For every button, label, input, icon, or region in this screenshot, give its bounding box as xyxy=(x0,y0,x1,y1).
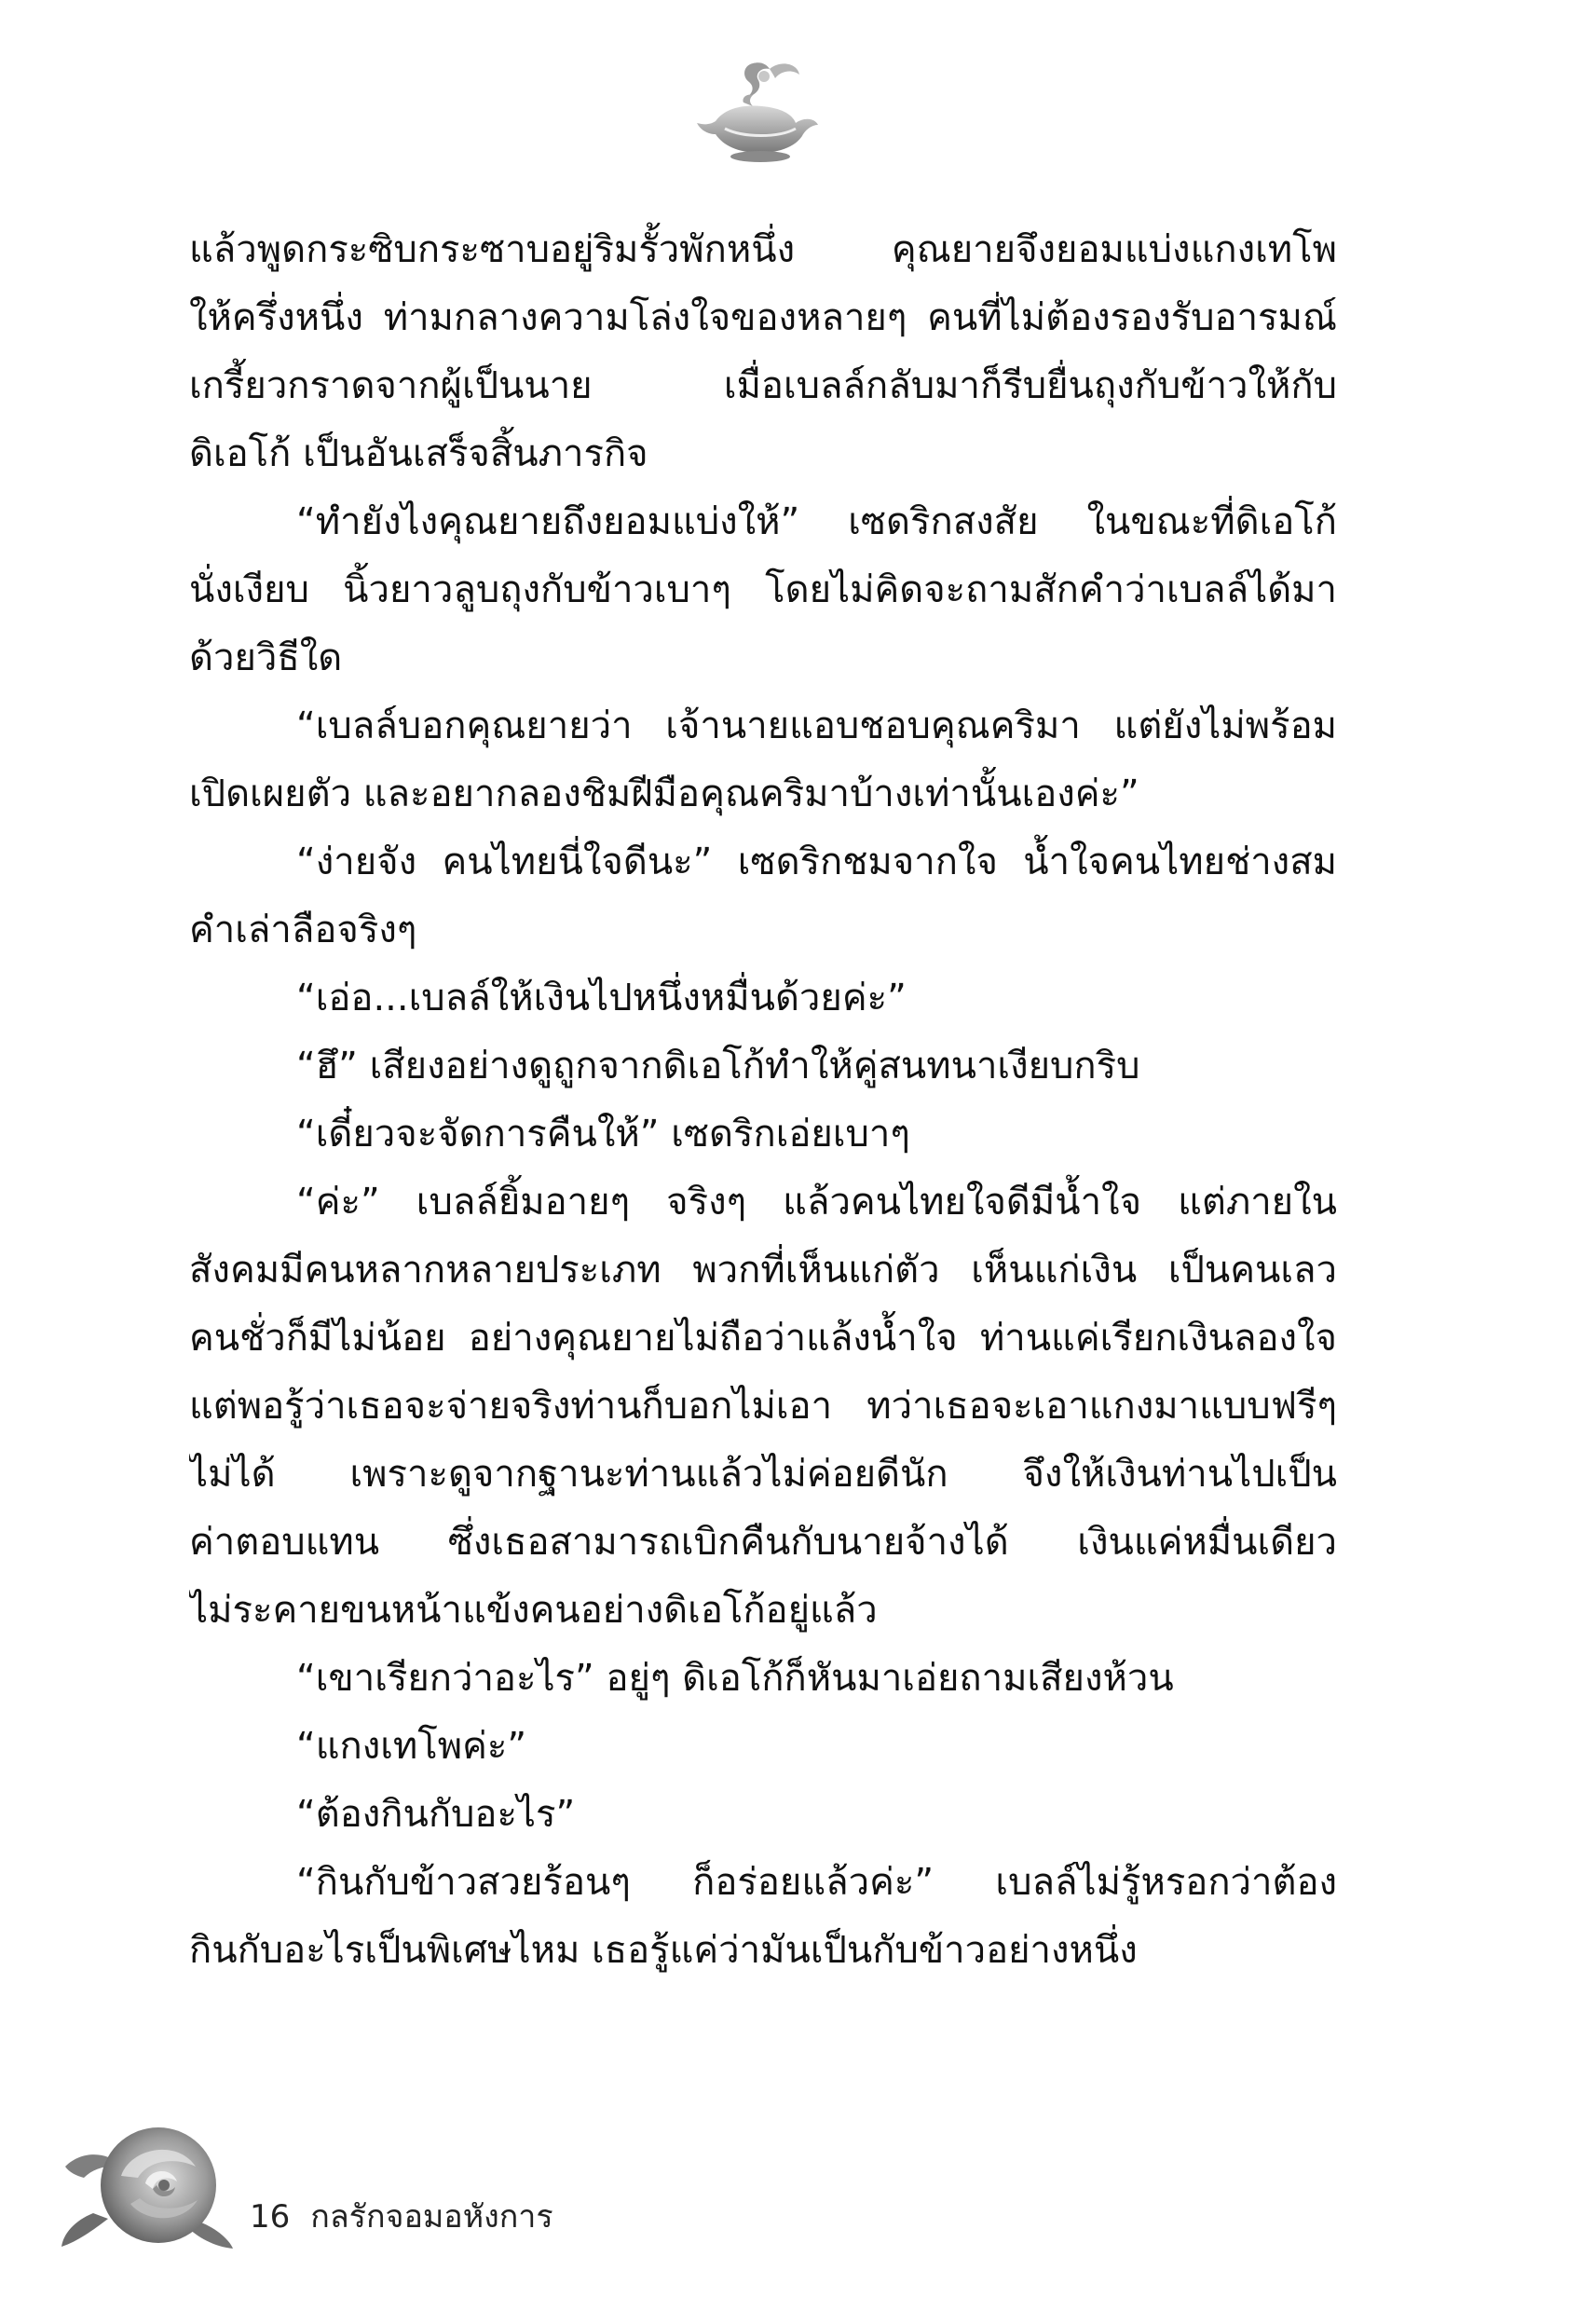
text-line: แล้วพูดกระซิบกระซาบอยู่ริมรั้วพักหนึ่ง คุณยายจึงยอมแบ่งแกงเทโพ xyxy=(189,228,1337,271)
lamp-with-genie-icon xyxy=(688,56,827,168)
text-line: ให้ครึ่งหนึ่ง ท่ามกลางความโล่งใจของหลายๆ คนที่ไม่ต้องรองรับอารมณ์ xyxy=(189,296,1337,339)
page-footer xyxy=(56,2111,708,2260)
text-line: ด้วยวิธีใด xyxy=(189,636,343,679)
text-line: สังคมมีคนหลากหลายประเภท พวกที่เห็นแก่ตัว เห็นแก่เงิน เป็นคนเลว xyxy=(189,1249,1337,1292)
text-line: คำเล่าลือจริงๆ xyxy=(189,909,417,951)
text-line: “เบลล์บอกคุณยายว่า เจ้านายแอบชอบคุณคริมา แต่ยังไม่พร้อม xyxy=(296,704,1337,747)
text-line: ไม่ได้ เพราะดูจากฐานะท่านแล้วไม่ค่อยดีนัก จึงให้เงินท่านไปเป็น xyxy=(189,1453,1337,1496)
text-line: “ค่ะ” เบลล์ยิ้มอายๆ จริงๆ แล้วคนไทยใจดีมีน้ำใจ แต่ภายใน xyxy=(296,1181,1337,1224)
text-line: “แกงเทโพค่ะ” xyxy=(296,1725,527,1768)
text-line: “เดี๋ยวจะจัดการคืนให้” เซดริกเอ่ยเบาๆ xyxy=(296,1113,910,1156)
footer-text xyxy=(250,2191,553,2241)
text-line: ค่าตอบแทน ซึ่งเธอสามารถเบิกคืนกับนายจ้างได้ เงินแค่หมื่นเดียว xyxy=(189,1521,1337,1564)
page-number: 16 xyxy=(250,2198,291,2236)
book-title: กลรักจอมอหังการ xyxy=(310,2198,553,2236)
rose-icon xyxy=(56,2111,242,2250)
text-line: ไม่ระคายขนหน้าแข้งคนอย่างดิเอโก้อยู่แล้ว xyxy=(189,1589,878,1632)
text-line: เกรี้ยวกราดจากผู้เป็นนาย เมื่อเบลล์กลับมาก็รีบยื่นถุงกับข้าวให้กับ xyxy=(189,364,1337,407)
text-line: “ฮึ” เสียงอย่างดูถูกจากดิเอโก้ทำให้คู่สนทนาเงียบกริบ xyxy=(296,1045,1140,1087)
chapter-text xyxy=(189,216,1337,1985)
text-line: “ต้องกินกับอะไร” xyxy=(296,1793,576,1836)
text-line: “เอ่อ...เบลล์ให้เงินไปหนึ่งหมื่นด้วยค่ะ” xyxy=(296,977,907,1019)
text-line: กินกับอะไรเป็นพิเศษไหม เธอรู้แค่ว่ามันเป็นกับข้าวอย่างหนึ่ง xyxy=(189,1929,1138,1972)
text-line: เปิดเผยตัว และอยากลองชิมฝีมือคุณคริมาบ้างเท่านั้นเองค่ะ” xyxy=(189,773,1139,815)
text-line: “ง่ายจัง คนไทยนี่ใจดีนะ” เซดริกชมจากใจ น้ำใจคนไทยช่างสม xyxy=(296,841,1337,883)
text-line: “เขาเรียกว่าอะไร” อยู่ๆ ดิเอโก้ก็หันมาเอ่ยถามเสียงห้วน xyxy=(296,1657,1174,1700)
text-line: นั่งเงียบ นิ้วยาวลูบถุงกับข้าวเบาๆ โดยไม่คิดจะถามสักคำว่าเบลล์ได้มา xyxy=(189,568,1337,611)
text-line: ดิเอโก้ เป็นอันเสร็จสิ้นภารกิจ xyxy=(189,432,648,475)
text-line: “กินกับข้าวสวยร้อนๆ ก็อร่อยแล้วค่ะ” เบลล์ไม่รู้หรอกว่าต้อง xyxy=(296,1861,1337,1904)
text-line: แต่พอรู้ว่าเธอจะจ่ายจริงท่านก็บอกไม่เอา ทว่าเธอจะเอาแกงมาแบบฟรีๆ xyxy=(189,1385,1337,1428)
text-line: “ทำยังไงคุณยายถึงยอมแบ่งให้” เซดริกสงสัย ในขณะที่ดิเอโก้ xyxy=(296,500,1337,543)
text-line: คนชั่วก็มีไม่น้อย อย่างคุณยายไม่ถือว่าแล้งน้ำใจ ท่านแค่เรียกเงินลองใจ xyxy=(189,1317,1337,1360)
